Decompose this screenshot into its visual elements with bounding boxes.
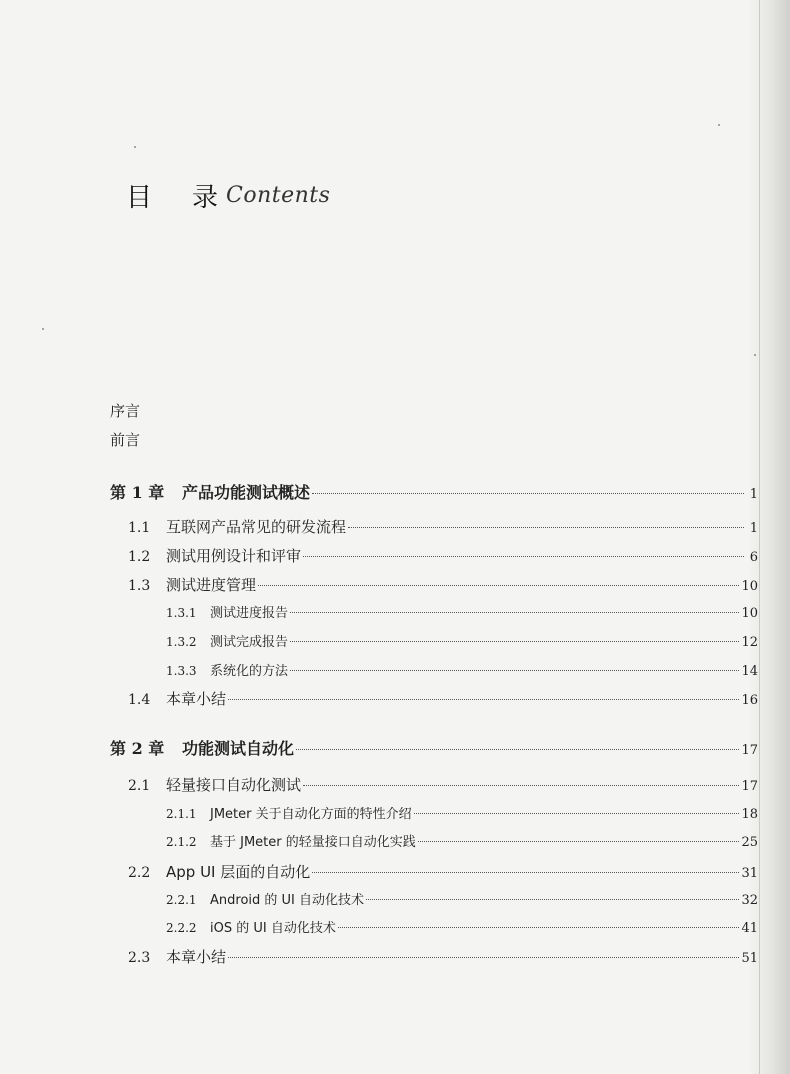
toc-label: JMeter 关于自动化方面的特性介绍 (210, 807, 412, 822)
toc-page-number: 16 (741, 693, 758, 708)
toc-label: 功能测试自动化 (182, 739, 295, 758)
toc-leader-dots (348, 527, 744, 528)
toc-label: 测试进度管理 (166, 576, 257, 594)
toc-page-number: 17 (741, 743, 758, 758)
toc-label: 产品功能测试概述 (182, 483, 311, 502)
toc-leader-dots (296, 749, 739, 750)
title-char-1: 目 (126, 182, 153, 213)
toc-page-number: 41 (741, 921, 758, 936)
toc-number: 2.2.2 (166, 921, 197, 935)
toc-number: 2.1.2 (166, 835, 197, 849)
toc-label: 系统化的方法 (210, 664, 289, 679)
toc-row[interactable] (128, 574, 758, 596)
toc-label: App UI 层面的自动化 (166, 863, 311, 881)
scan-speck (754, 354, 756, 356)
toc-number: 2.1 (128, 778, 151, 794)
toc-page-number: 51 (741, 951, 758, 966)
toc-label: 测试进度报告 (210, 606, 289, 621)
title-char-2: 录 (192, 182, 219, 213)
toc-leader-dots (312, 493, 744, 494)
toc-row[interactable] (166, 831, 758, 853)
toc-number: 第 1 章 (110, 483, 165, 502)
title-english: Contents (226, 182, 331, 208)
front-matter-foreword: 前言 (110, 431, 141, 449)
toc-leader-dots (418, 841, 740, 842)
toc-leader-dots (228, 957, 739, 958)
toc-number: 2.2 (128, 865, 151, 881)
toc-row[interactable] (166, 631, 758, 653)
toc-leader-dots (366, 899, 739, 900)
toc-page-number: 14 (741, 664, 758, 679)
toc-number: 1.3.1 (166, 606, 197, 620)
toc-leader-dots (228, 699, 739, 700)
toc-leader-dots (290, 670, 739, 671)
toc-row[interactable] (128, 774, 758, 796)
toc-row[interactable] (166, 917, 758, 939)
toc-page-number: 12 (741, 635, 758, 650)
toc-number: 1.3.2 (166, 635, 197, 649)
toc-page-number: 25 (741, 835, 758, 850)
toc-label: 本章小结 (166, 690, 227, 708)
toc-row[interactable] (128, 946, 758, 968)
toc-number: 第 2 章 (110, 739, 165, 758)
toc-label: iOS 的 UI 自动化技术 (210, 921, 336, 936)
toc-number: 1.4 (128, 692, 151, 708)
toc-row[interactable] (128, 688, 758, 710)
table-of-contents (0, 472, 790, 972)
toc-row[interactable] (166, 889, 758, 911)
toc-row[interactable] (166, 660, 758, 682)
toc-page-number: 10 (741, 606, 758, 621)
toc-page-number: 32 (741, 893, 758, 908)
toc-page-number: 18 (741, 807, 758, 822)
toc-row[interactable] (128, 516, 758, 538)
toc-leader-dots (338, 927, 740, 928)
scan-speck (42, 328, 44, 330)
toc-page-number: 6 (749, 550, 758, 565)
front-matter-preface: 序言 (110, 402, 141, 420)
toc-label: 测试用例设计和评审 (166, 547, 302, 565)
page-title (126, 170, 330, 220)
toc-leader-dots (414, 813, 740, 814)
toc-leader-dots (258, 585, 739, 586)
toc-row[interactable] (110, 480, 758, 502)
toc-label: 本章小结 (166, 948, 227, 966)
toc-row[interactable] (166, 602, 758, 624)
toc-label: 轻量接口自动化测试 (166, 776, 302, 794)
toc-number: 2.1.1 (166, 807, 197, 821)
toc-page-number: 17 (741, 779, 758, 794)
toc-number: 1.3 (128, 578, 151, 594)
toc-label: 互联网产品常见的研发流程 (166, 518, 347, 536)
toc-page-number: 10 (741, 579, 758, 594)
toc-number: 2.3 (128, 950, 151, 966)
toc-leader-dots (303, 785, 739, 786)
toc-label: 测试完成报告 (210, 635, 289, 650)
toc-row[interactable] (110, 736, 758, 758)
toc-row[interactable] (166, 803, 758, 825)
toc-label: 基于 JMeter 的轻量接口自动化实践 (210, 835, 416, 850)
toc-number: 2.2.1 (166, 893, 197, 907)
toc-leader-dots (290, 612, 739, 613)
toc-number: 1.2 (128, 549, 151, 565)
toc-label: Android 的 UI 自动化技术 (210, 893, 365, 908)
toc-leader-dots (303, 556, 744, 557)
toc-row[interactable] (128, 545, 758, 567)
toc-page-number: 1 (749, 487, 758, 502)
toc-leader-dots (312, 872, 739, 873)
toc-leader-dots (290, 641, 739, 642)
toc-page-number: 1 (749, 521, 758, 536)
toc-number: 1.3.3 (166, 664, 197, 678)
toc-row[interactable] (128, 861, 758, 883)
scan-speck (718, 124, 720, 126)
scan-speck (134, 146, 136, 148)
toc-number: 1.1 (128, 520, 151, 536)
toc-page-number: 31 (741, 866, 758, 881)
